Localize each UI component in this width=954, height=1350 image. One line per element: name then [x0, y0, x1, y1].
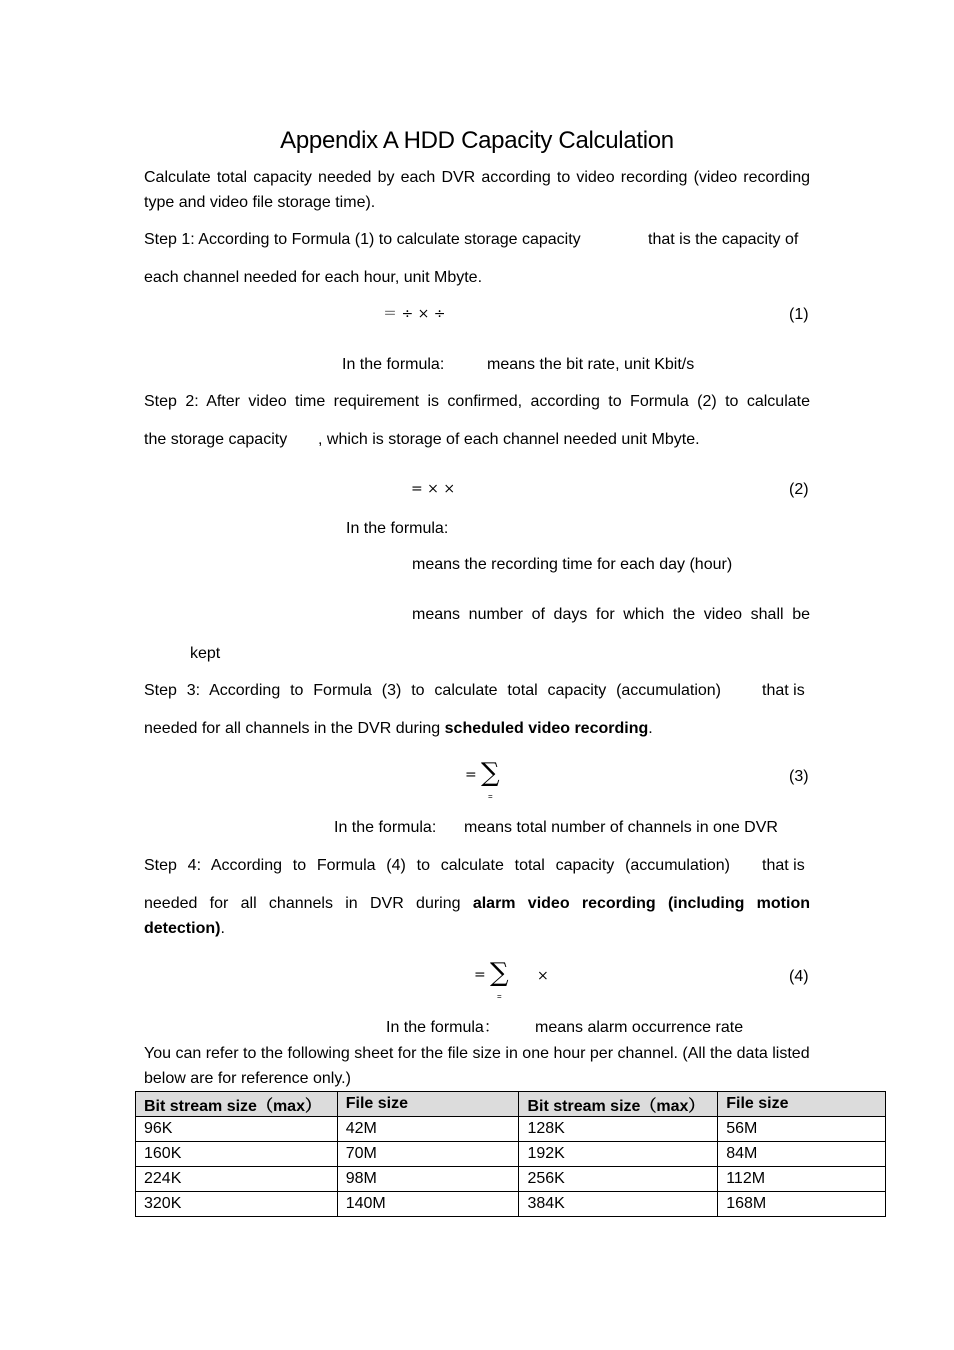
step1-text-tail: that is the capacity of	[648, 231, 799, 248]
step4-note-label: In the formula：	[386, 1019, 500, 1036]
formula-3-equals: =	[465, 767, 477, 783]
table-header-cell: Bit stream size（max）	[519, 1092, 718, 1117]
table-cell: 70M	[337, 1142, 519, 1167]
step1-text: Step 1: According to Formula (1) to calculate storage capacity	[144, 231, 581, 248]
intro-paragraph: Calculate total capacity needed by each DVR according to video recording (video recording type and video file storage time).	[144, 169, 810, 211]
table-cell: 224K	[136, 1167, 338, 1192]
step2-text-line2: the storage capacity	[144, 431, 288, 448]
table-cell: 140M	[337, 1192, 519, 1217]
formula-4-sigma: ∑	[490, 958, 509, 988]
step3-note-text: means total number of channels in one DVR	[464, 819, 778, 836]
step4-note-text: means alarm occurrence rate	[535, 1019, 744, 1036]
table-cell: 56M	[718, 1117, 886, 1142]
step1-text-line2: each channel needed for each hour, unit Mbyte.	[144, 269, 483, 286]
formula-4-subscript: =	[497, 992, 502, 1001]
reference-paragraph: You can refer to the following sheet for the file size in one hour per channel. (All the data listed below are for reference only.)	[144, 1045, 810, 1087]
table-cell: 192K	[519, 1142, 718, 1167]
step3-note-label: In the formula:	[334, 819, 437, 836]
table-cell: 42M	[337, 1117, 519, 1142]
table-cell: 384K	[519, 1192, 718, 1217]
formula-3-number: (3)	[789, 768, 809, 785]
page-title: Appendix A HDD Capacity Calculation	[280, 127, 674, 154]
step4-text: Step 4: According to Formula (4) to calculate total capacity (accumulation)	[144, 857, 730, 874]
formula-1: ＝ ÷ × ÷	[383, 306, 446, 322]
step4-text-line2: needed for all channels in DVR during alarm video recording (including motion	[144, 895, 810, 912]
step1-note-label: In the formula:	[342, 356, 445, 373]
step3-bold-term: scheduled video recording	[444, 720, 649, 737]
step3-text-tail: that is	[762, 682, 805, 699]
step2-note-line2: means number of days for which the video shall be	[412, 606, 810, 623]
table-cell: 96K	[136, 1117, 338, 1142]
step4-text-line3: detection).	[144, 920, 225, 937]
table-row	[136, 1192, 886, 1217]
table-header-row	[136, 1092, 886, 1117]
formula-3-subscript: =	[488, 792, 493, 801]
formula-4-equals: =	[474, 967, 486, 983]
file-size-table	[135, 1091, 886, 1217]
table-header-cell: Bit stream size（max）	[136, 1092, 338, 1117]
step1-note-text: means the bit rate, unit Kbit/s	[487, 356, 695, 373]
table-cell: 160K	[136, 1142, 338, 1167]
table-cell: 98M	[337, 1167, 519, 1192]
table-cell: 84M	[718, 1142, 886, 1167]
step2-text-line2-tail: , which is storage of each channel needed unit Mbyte.	[318, 431, 700, 448]
table-cell: 168M	[718, 1192, 886, 1217]
table-cell: 320K	[136, 1192, 338, 1217]
table-row	[136, 1142, 886, 1167]
step3-text: Step 3: According to Formula (3) to calculate total capacity (accumulation)	[144, 682, 721, 699]
step4-text-tail: that is	[762, 857, 805, 874]
formula-4-times: ×	[537, 968, 549, 984]
table-row	[136, 1117, 886, 1142]
table-header-cell: File size	[337, 1092, 519, 1117]
formula-2-number: (2)	[789, 481, 809, 498]
table-cell: 256K	[519, 1167, 718, 1192]
table-cell: 128K	[519, 1117, 718, 1142]
formula-4-number: (4)	[789, 968, 809, 985]
step4-bold-term: alarm video recording (including motion	[472, 895, 810, 912]
table-cell: 112M	[718, 1167, 886, 1192]
step2-note-label: In the formula:	[346, 520, 449, 537]
step2-note-line1: means the recording time for each day (hour)	[412, 556, 733, 573]
table-row	[136, 1167, 886, 1192]
formula-3-sigma: ∑	[481, 758, 500, 788]
step3-text-line2: needed for all channels in the DVR during scheduled video recording.	[144, 720, 653, 737]
step2-text: Step 2: After video time requirement is confirmed, according to Formula (2) to calculate	[144, 393, 810, 410]
formula-1-number: (1)	[789, 306, 809, 323]
formula-2: = × ×	[411, 481, 456, 497]
step2-note-line3: kept	[190, 645, 221, 662]
table-header-cell: File size	[718, 1092, 886, 1117]
